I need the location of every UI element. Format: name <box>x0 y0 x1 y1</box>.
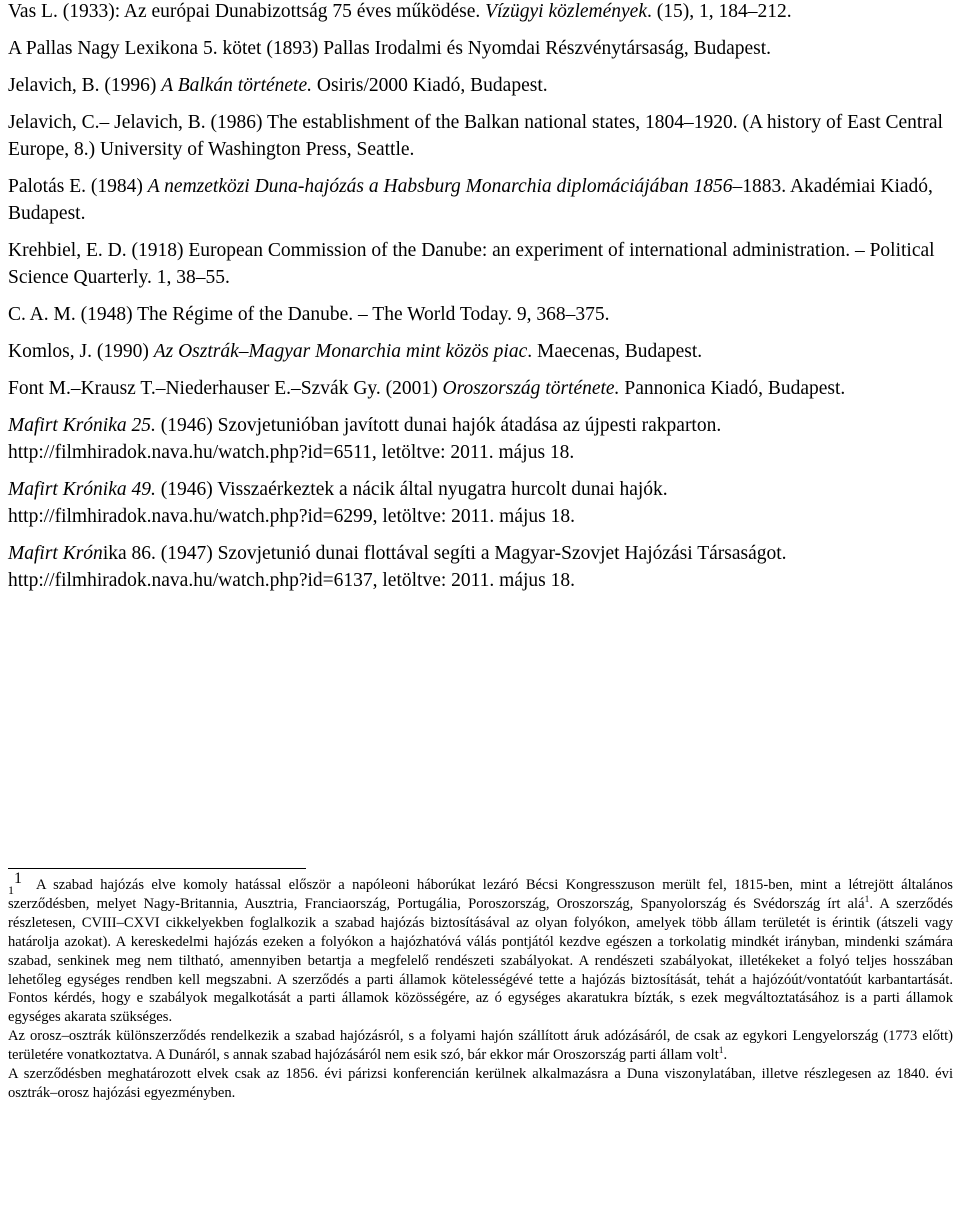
reference-text: Mafirt Krónika 49. <box>8 479 156 500</box>
footnote <box>8 870 953 1103</box>
reference-text: A nemzetközi Duna-hajózás a Habsburg Monarchia diplomáciájában 1856– <box>147 176 743 197</box>
footnote-marker-small: 1 <box>8 883 14 897</box>
reference-text: Az Osztrák–Magyar Monarchia mint közös piac <box>153 341 528 362</box>
references-list <box>8 0 953 604</box>
footnote-separator <box>8 868 306 869</box>
reference-komlos <box>8 338 953 365</box>
reference-text: A Balkán története. <box>161 75 312 96</box>
reference-text: Vas L. (1933): Az európai Dunabizottság 75 éves működése. <box>8 1 486 22</box>
footnote-paragraph-1 <box>8 870 953 1027</box>
reference-font <box>8 375 953 402</box>
footnote-text-1-rest: . A szerződés részletesen, CVIII–CXVI cikkelyekben foglalkozik a szabad hajózás biztosításával az olyan folyókon, amelyek több állam területét is érintik (átszeli vagy határolja azokat). A kereskedelmi hajózás ezeken a folyókon a hajózhatóvá válás pontjától kezdve egészen a torkolatig mindkét irányban, mindenki számára szabad, senkinek meg nem tiltható, amennyiben betartja a megfelelő rendészeti szabályokat. A rendészeti szabályokat, illetékeket a folyó teljes hosszában lehetőleg egységes rendben kell megszabni. A szerződés a parti államok kötelességévé tette a hajózás biztosítását, tehát a hajózóút/vontatóút karbantartását. Fontos kérdés, hogy e szabályok megalkotását a parti államok közösségére, az ó egységes akaratukra bízták, s ezek megváltoztatásához is a parti államok egységes akarata szükséges. <box>8 895 953 1026</box>
reference-text: Font M.–Krausz T.–Niederhauser E.–Szvák Gy. (2001) <box>8 378 443 399</box>
reference-jelavich-1986 <box>8 109 953 163</box>
reference-mafirt-49 <box>8 476 953 530</box>
reference-text: (1946) Szovjetunióban javított dunai hajók átadása az újpesti rakparton. http://filmhiradok.nava.hu/watch.php?id=6511, letöltve: 2011. május 18. <box>8 415 722 463</box>
reference-text: Palotás E. (1984) <box>8 176 148 197</box>
reference-text: Osiris/2000 Kiadó, Budapest. <box>312 75 548 96</box>
footnote-marker-large: 1 <box>14 870 22 887</box>
reference-pallas <box>8 35 953 62</box>
footnote-sup-2: 1 <box>718 1046 724 1057</box>
reference-mafirt-86 <box>8 540 953 594</box>
footnote-paragraph-3 <box>8 1065 953 1103</box>
reference-palotas <box>8 173 953 227</box>
reference-text: Pannonica Kiadó, Budapest. <box>619 378 846 399</box>
reference-text: 1883. Akadémiai Kiadó, Budapest. <box>8 176 933 224</box>
reference-text: C. A. M. (1948) The Régime of the Danube. – The World Today. 9, 368–375. <box>8 304 610 325</box>
reference-text: Mafirt Krón <box>8 543 103 564</box>
reference-jelavich-1996 <box>8 72 953 99</box>
footnote-text-1: A szabad hajózás elve komoly hatással először a napóleoni háborúkat lezáró Bécsi Kongresszuson merült fel, 1815-ben, mint a létrejött általános szerződésben, melyet Nagy-Britannia, Ausztria, Franciaország, Portugália, Poroszország, Oroszország, Spanyolország és Svédország írt alá <box>8 877 953 912</box>
reference-mafirt-25 <box>8 412 953 466</box>
footnote-text-2-end: . <box>723 1047 728 1064</box>
reference-text: Vízügyi közlemények <box>485 1 647 22</box>
reference-text: A Pallas Nagy Lexikona 5. kötet (1893) Pallas Irodalmi és Nyomdai Részvénytársaság, Budapest. <box>8 38 772 59</box>
reference-text: ika 86. (1947) Szovjetunió dunai flottával segíti a Magyar-Szovjet Hajózási Társaságot. http://filmhiradok.nava.hu/watch.php?id=6137, letöltve: 2011. május 18. <box>8 543 787 591</box>
footnote-text-2: Az orosz–osztrák különszerződés rendelkezik a szabad hajózásról, s a folyami hajón szállított áruk adózásáról, de csak az egykori Lengyelország (1773 előtt) területére vonatkoztatva. A Dunáról, s annak szabad hajózásáról nem esik szó, bár ekkor már Oroszország parti állam volt <box>8 1028 953 1064</box>
reference-text: Krehbiel, E. D. (1918) European Commission of the Danube: an experiment of international administration. – Political Science Quarterly. 1, 38–55. <box>8 240 935 288</box>
reference-text: Mafirt Krónika 25. <box>8 415 156 436</box>
reference-text: Oroszország története. <box>442 378 620 399</box>
reference-text: (1946) Visszaérkeztek a nácik által nyugatra hurcolt dunai hajók. http://filmhiradok.nava.hu/watch.php?id=6299, letöltve: 2011. május 18. <box>8 479 668 527</box>
reference-vas <box>8 0 953 25</box>
footnote-sup-1: 1 <box>864 895 870 906</box>
reference-text: Jelavich, B. (1996) <box>8 75 162 96</box>
reference-cam <box>8 301 953 328</box>
reference-text: . (15), 1, 184–212. <box>646 1 792 22</box>
footnote-text-3: A szerződésben meghatározott elvek csak az 1856. évi párizsi konferencián kerülnek alkalmazásra a Duna viszonylatában, illetve részlegesen az 1840. évi osztrák–orosz hajózási egyezményben. <box>8 1066 953 1101</box>
reference-text: Jelavich, C.– Jelavich, B. (1986) The establishment of the Balkan national states, 1804–1920. (A history of East Central Europe, 8.) University of Washington Press, Seattle. <box>8 112 943 160</box>
reference-text: Komlos, J. (1990) <box>8 341 154 362</box>
reference-text: . Maecenas, Budapest. <box>527 341 703 362</box>
footnote-paragraph-2 <box>8 1027 953 1065</box>
reference-krehbiel <box>8 237 953 291</box>
